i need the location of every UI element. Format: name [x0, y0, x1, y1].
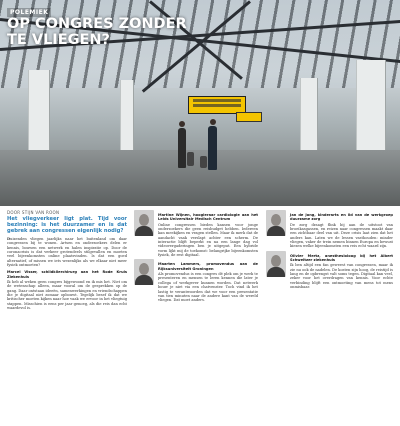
intro-paragraph: Duizenden vliegen jaarlijks naar het buitenland om daar congressen bij te wonen. Artsen en onderzoekers delen er kennis, bouwen een netwerk en halen inspiratie op. Door de coronacrisis is dat verkeer grotendeels stilgevallen en moeten veel bijeenkomsten online plaatsvinden. Is dat een goed alternatief, of missen we iets wezenlijks als we elkaar niet meer fysiek ontmoeten? [7, 237, 127, 268]
speaker-portrait [134, 210, 154, 236]
speaker-name: Martine Wijnen, hoogleraar cardiologie aan het Leids Universitair Medisch Centrum [158, 213, 258, 222]
speaker-name: Marcel Visser, schildklierchirurg aan het Rode Kruis Ziekenhuis [7, 270, 127, 279]
speaker-block [134, 210, 258, 257]
speaker-quote: Als promovendus is een congres dé plek om je werk te presenteren en mensen te leren kennen die later je collega of werkgever kunnen worden. Dat netwerk bouw je niet via een chatvenster. Toch vind ik het lastig te verantwoorden dat we voor een presentatie van tien minuten naar de andere kant van de wereld vliegen. Dat moet anders. [158, 272, 258, 303]
traveler-head [210, 119, 216, 125]
speaker-name: Jan de Jong, kinderarts en lid van de werkgroep duurzame zorg [290, 213, 393, 222]
column-1 [7, 216, 127, 422]
speaker-quote: Ik ben altijd een fan geweest van congressen, maar ik zie nu ook de nadelen. De kosten zijn hoog, de reistijd is lang en de opbrengst valt soms tegen. Digitaal kan veel, zeker voor het overdragen van kennis. Voor echte verbinding blijft een ontmoeting van mens tot mens onmisbaar. [290, 263, 393, 290]
headline-line-2: TE VLIEGEN? [7, 32, 110, 48]
suitcase [200, 156, 207, 168]
column-2 [134, 210, 258, 416]
traveler-head [179, 121, 185, 127]
suitcase [187, 152, 194, 166]
pillar [28, 70, 50, 160]
speaker-name: Maarten Lammers, promovendus aan de Rijksuniversiteit Groningen [158, 262, 258, 271]
headline [7, 16, 307, 48]
traveler-silhouette [178, 128, 186, 168]
speaker-name: Olivier Mertz, anesthesioloog bij het Albert Schweitzer ziekenhuis [290, 253, 393, 263]
byline: DOOR STIJN VAN ROON [7, 210, 60, 215]
speaker-block [266, 210, 393, 249]
speaker-block [266, 251, 393, 290]
speaker-block [134, 259, 258, 302]
speaker-quote: Ik heb al weken geen congres bijgewoond en ik mis het. Niet om de wetenschap alleen, maar vooral om de gesprekken op de gang. Daar ontstaan ideeën, samenwerkingen en vriendschappen die je digitaal niet zomaar opbouwt. Tegelijk besef ik dat we kritischer moeten kijken naar hoe vaak we ervoor in het vliegtuig stappen. Misschien is eens per jaar genoeg, als die reis dan echt waardevol is. [7, 280, 127, 311]
pillar [120, 80, 134, 156]
lead-paragraph: Het vliegverkeer ligt plat. Tijd voor bezinning: is het duurzamer en is dat gebrek aan congressen eigenlijk nodig? [7, 216, 127, 234]
speaker-portrait [266, 251, 286, 277]
speaker-quote: De zorg draagt flink bij aan de uitstoot van broeikasgassen, en reizen naar congressen maakt daar een zichtbaar deel van uit. Deze crisis laat zien dat het anders kan. Laten we de lessen vasthouden: minder vliegen, vaker de trein nemen binnen Europa en bewust kiezen welke bijeenkomsten een reis echt waard zijn. [290, 222, 393, 249]
headline-line-1: OP CONGRES ZONDER [7, 16, 187, 32]
speaker-quote: Online congressen bieden kansen voor jonge onderzoekers die geen reisbudget hebben. Iedereen kan meekijken en vragen stellen. Maar ik merk dat de aandacht vaak verslapt achter een scherm. De interactie blijft beperkt en na een lange dag vol videovergaderingen ben je uitgeput. Een hybride vorm lijkt mij de toekomst: belangrijke bijeenkomsten fysiek, de rest digitaal. [158, 222, 258, 258]
traveler-silhouette [208, 126, 217, 170]
speaker-portrait [266, 210, 286, 236]
pillar [300, 78, 318, 158]
section-tag: POLEMIEK [7, 8, 51, 17]
pillar [356, 60, 386, 160]
gate-sign-small [236, 112, 262, 122]
column-3 [266, 210, 393, 416]
speaker-portrait [134, 259, 154, 285]
